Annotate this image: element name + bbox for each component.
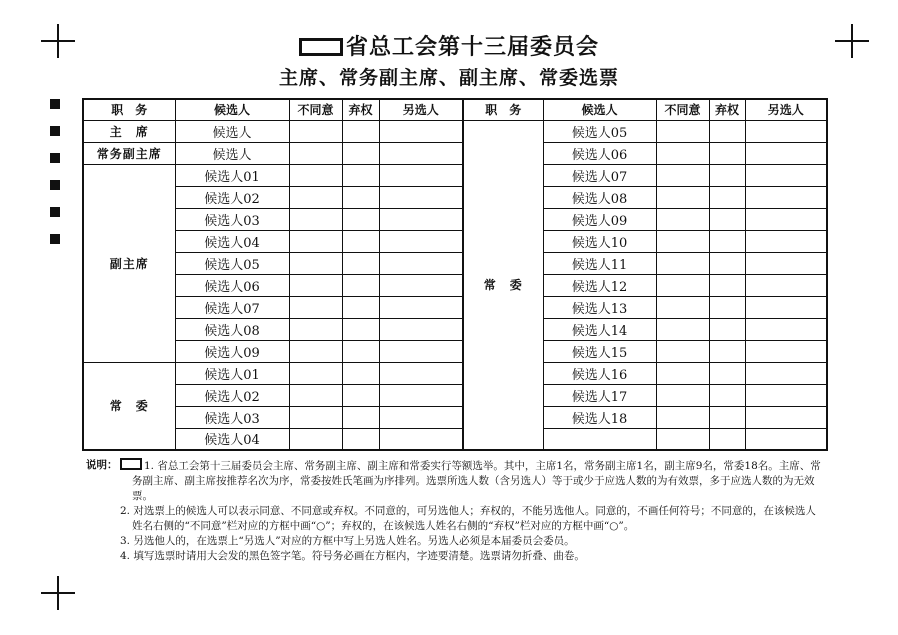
candidate-cell: 候选人07 [543,164,656,186]
abstain-box[interactable] [709,318,745,340]
candidate-cell: 候选人08 [543,186,656,208]
abstain-box[interactable] [342,208,379,230]
alternate-box[interactable] [379,384,463,406]
alternate-box[interactable] [379,120,463,142]
registration-square [50,234,60,244]
registration-square [50,99,60,109]
abstain-box[interactable] [342,384,379,406]
table-row [83,230,827,252]
candidate-cell: 候选人09 [543,208,656,230]
candidate-cell: 候选人03 [175,208,289,230]
disagree-box[interactable] [656,340,709,362]
abstain-box[interactable] [709,362,745,384]
position-cell: 主 席 [83,120,175,142]
disagree-box[interactable] [289,120,342,142]
candidate-cell: 候选人01 [175,362,289,384]
candidate-cell: 候选人05 [175,252,289,274]
alternate-box[interactable] [379,186,463,208]
abstain-box[interactable] [342,252,379,274]
disagree-box[interactable] [656,384,709,406]
candidate-cell: 候选人03 [175,406,289,428]
alternate-box[interactable] [745,164,827,186]
abstain-box[interactable] [709,208,745,230]
disagree-box[interactable] [289,406,342,428]
disagree-box[interactable] [289,362,342,384]
abstain-box[interactable] [342,428,379,450]
instruction-item: 3. 另选他人的，在选票上“另选人”对应的方框中写上另选人姓名。另选人必须是本届委员会委员。 [120,535,575,547]
table-row [83,296,827,318]
abstain-box[interactable] [342,230,379,252]
disagree-box[interactable] [289,230,342,252]
abstain-box[interactable] [342,318,379,340]
table-row [83,406,827,428]
disagree-box[interactable] [656,252,709,274]
abstain-box[interactable] [342,164,379,186]
alternate-box[interactable] [379,340,463,362]
instruction-item: 4. 填写选票时请用大会发的黑色签字笔。符号务必画在方框内，字迹要清楚。选票请勿折叠、曲卷。 [120,550,585,562]
candidate-cell: 候选人09 [175,340,289,362]
alternate-box[interactable] [745,208,827,230]
alternate-box[interactable] [745,142,827,164]
candidate-cell: 候选人05 [543,120,656,142]
candidate-cell: 候选人16 [543,362,656,384]
alternate-box[interactable] [379,406,463,428]
disagree-box[interactable] [656,164,709,186]
redaction-box [299,38,343,56]
alternate-box[interactable] [379,274,463,296]
candidate-cell: 候选人04 [175,230,289,252]
candidate-cell: 候选人18 [543,406,656,428]
alternate-box[interactable] [379,362,463,384]
disagree-box[interactable] [289,142,342,164]
table-row [83,252,827,274]
header-disagree: 不同意 [656,99,709,120]
abstain-box[interactable] [709,186,745,208]
candidate-cell: 候选人15 [543,340,656,362]
table-row [83,318,827,340]
disagree-box[interactable] [289,252,342,274]
table-row [83,274,827,296]
disagree-box[interactable] [289,208,342,230]
table-row [83,384,827,406]
candidate-cell: 候选人08 [175,318,289,340]
instructions-label: 说明： [86,459,118,471]
alternate-box[interactable] [745,186,827,208]
header-abstain: 弃权 [709,99,745,120]
header-candidate: 候选人 [175,99,289,120]
table-row [83,120,827,142]
table-row [83,340,827,362]
candidate-cell: 候选人07 [175,296,289,318]
abstain-box[interactable] [709,230,745,252]
alternate-box[interactable] [745,362,827,384]
abstain-box[interactable] [342,120,379,142]
ballot-subtitle: 主席、常务副主席、副主席、常委选票 [278,67,619,89]
disagree-box[interactable] [656,230,709,252]
table-row [83,186,827,208]
table-row [83,428,827,450]
disagree-box[interactable] [656,274,709,296]
header-candidate: 候选人 [543,99,656,120]
candidate-cell: 候选人12 [543,274,656,296]
abstain-box[interactable] [709,164,745,186]
alternate-box[interactable] [379,230,463,252]
alternate-box[interactable] [379,142,463,164]
registration-square [50,126,60,136]
candidate-cell: 候选人01 [175,164,289,186]
disagree-box[interactable] [656,208,709,230]
disagree-box[interactable] [289,296,342,318]
alternate-box[interactable] [379,164,463,186]
abstain-box[interactable] [342,406,379,428]
alternate-box[interactable] [745,274,827,296]
alternate-box[interactable] [379,208,463,230]
alternate-box[interactable] [379,428,463,450]
candidate-cell: 候选人06 [175,274,289,296]
abstain-box[interactable] [709,384,745,406]
disagree-box[interactable] [289,428,342,450]
alternate-box[interactable] [379,252,463,274]
candidate-cell: 候选人17 [543,384,656,406]
disagree-box[interactable] [656,362,709,384]
instruction-item: 1. 省总工会第十三届委员会主席、常务副主席、副主席和常委实行等额选举。其中，主席1名，常务副主席1名，副主席9名，常委18名。主席、常务副主席、副主席按推荐名次为序，常委按姓氏笔画为序排列。选票所选人数（含另选人）等于或少于应选人数的为有效票，多于应选人数的为无效票。 [120,458,826,504]
disagree-box[interactable] [656,296,709,318]
disagree-box[interactable] [656,186,709,208]
position-cell: 副主席 [83,164,175,362]
abstain-box[interactable] [342,362,379,384]
header-alternate: 另选人 [379,99,463,120]
position-cell: 常务副主席 [83,142,175,164]
alternate-box[interactable] [379,296,463,318]
disagree-box[interactable] [289,186,342,208]
position-cell: 常 委 [83,362,175,450]
disagree-box[interactable] [656,142,709,164]
registration-square [50,153,60,163]
abstain-box[interactable] [709,340,745,362]
candidate-cell: 候选人02 [175,384,289,406]
alternate-box[interactable] [379,318,463,340]
table-row [83,164,827,186]
candidate-cell: 候选人 [175,120,289,142]
alternate-box[interactable] [745,252,827,274]
header-disagree: 不同意 [289,99,342,120]
candidate-cell: 候选人13 [543,296,656,318]
abstain-box[interactable] [342,296,379,318]
table-row [83,362,827,384]
table-row [83,142,827,164]
abstain-box[interactable] [709,252,745,274]
disagree-box[interactable] [656,428,709,450]
disagree-box[interactable] [289,318,342,340]
candidate-cell [543,428,656,450]
candidate-cell: 候选人04 [175,428,289,450]
alternate-box[interactable] [745,120,827,142]
alternate-box[interactable] [745,318,827,340]
abstain-box[interactable] [709,120,745,142]
abstain-box[interactable] [342,274,379,296]
redaction-box [120,458,142,470]
header-abstain: 弃权 [342,99,379,120]
candidate-cell: 候选人11 [543,252,656,274]
header-position: 职 务 [463,99,543,120]
header-alternate: 另选人 [745,99,827,120]
crop-mark-bottom-left [41,576,75,610]
alternate-box[interactable] [745,384,827,406]
position-cell: 常 委 [463,120,543,450]
instruction-item: 2. 对选票上的候选人可以表示同意、不同意或弃权。不同意的，可另选他人；弃权的，不能另选他人。同意的，不画任何符号；不同意的，在该候选人姓名右侧的“不同意”栏对应的方框中画“○”；弃权的，在该候选人姓名右侧的“弃权”栏对应的方框中画“○”。 [120,505,816,532]
alternate-box[interactable] [745,230,827,252]
abstain-box[interactable] [709,406,745,428]
candidate-cell: 候选人 [175,142,289,164]
registration-square [50,180,60,190]
ballot-title: 省总工会第十三届委员会 [0,30,898,61]
disagree-box[interactable] [289,384,342,406]
candidate-cell: 候选人10 [543,230,656,252]
abstain-box[interactable] [709,274,745,296]
disagree-box[interactable] [656,406,709,428]
alternate-box[interactable] [745,406,827,428]
abstain-box[interactable] [342,186,379,208]
disagree-box[interactable] [289,164,342,186]
disagree-box[interactable] [656,318,709,340]
candidate-cell: 候选人06 [543,142,656,164]
abstain-box[interactable] [342,142,379,164]
alternate-box[interactable] [745,428,827,450]
abstain-box[interactable] [709,428,745,450]
ballot-table [82,98,828,451]
abstain-box[interactable] [709,142,745,164]
disagree-box[interactable] [289,340,342,362]
abstain-box[interactable] [709,296,745,318]
header-position: 职 务 [83,99,175,120]
registration-square [50,207,60,217]
candidate-cell: 候选人14 [543,318,656,340]
instructions [86,458,826,564]
abstain-box[interactable] [342,340,379,362]
alternate-box[interactable] [745,340,827,362]
table-row [83,208,827,230]
candidate-cell: 候选人02 [175,186,289,208]
disagree-box[interactable] [289,274,342,296]
alternate-box[interactable] [745,296,827,318]
disagree-box[interactable] [656,120,709,142]
